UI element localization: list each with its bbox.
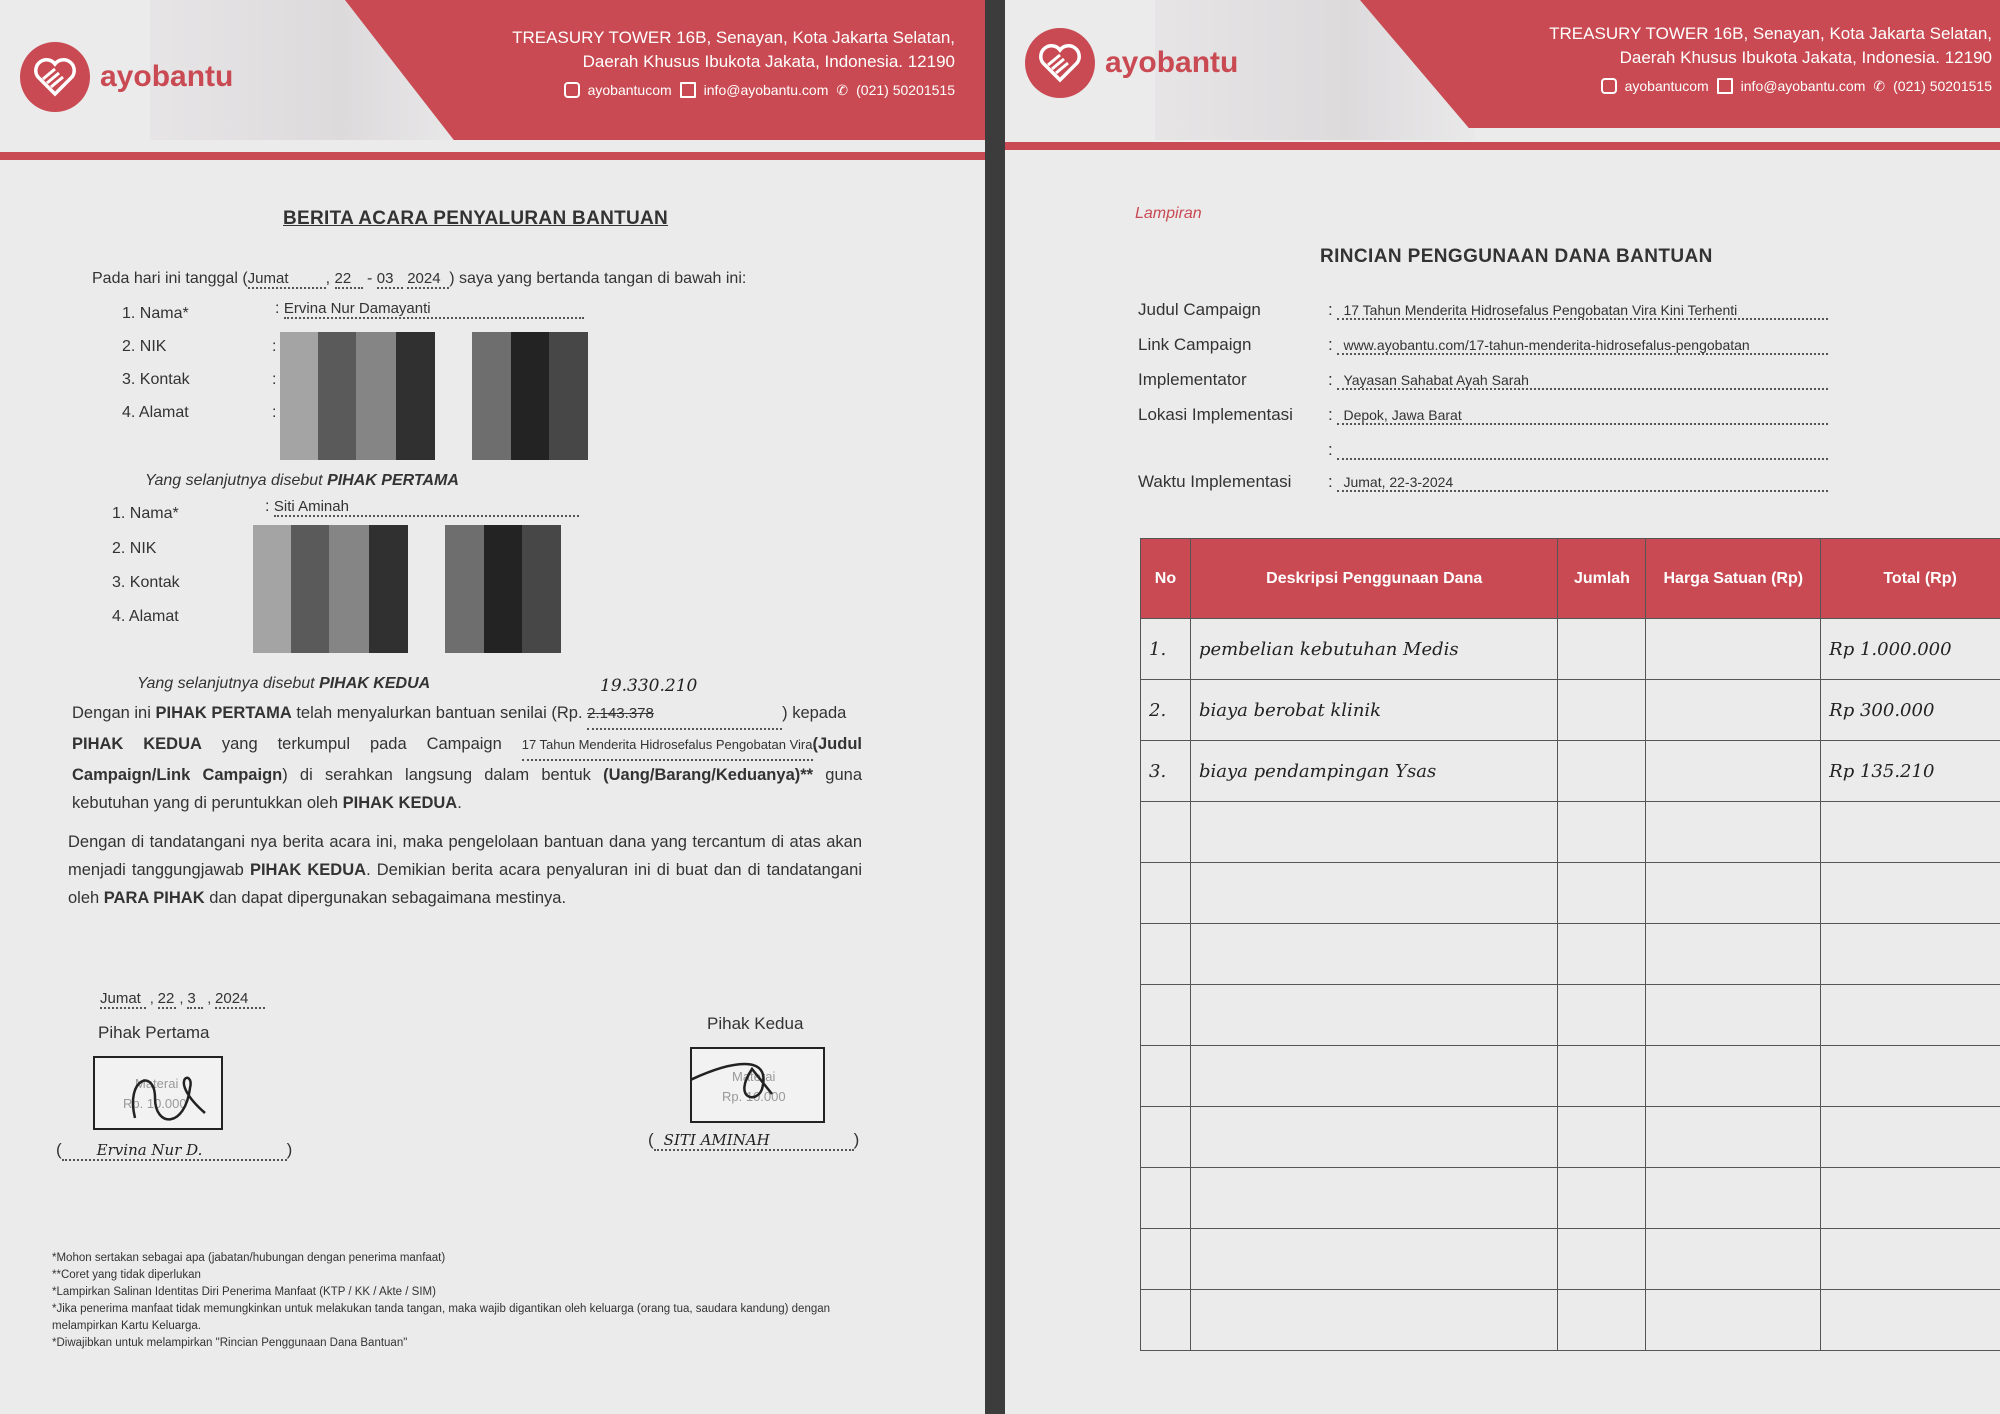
cell-total: Rp 300.000 — [1821, 680, 2000, 741]
campaign-name-fill: 17 Tahun Menderita Hidrosefalus Pengobatan Vira — [522, 731, 813, 761]
cell-jumlah — [1558, 741, 1646, 802]
cell-harga — [1646, 802, 1821, 863]
brand-name: ayobantu — [1105, 46, 1239, 79]
footnote: *Jika penerima manfaat tidak memungkinkan untuk melakukan tanda tangan, maka wajib digantikan oleh keluarga (orang tua, saudara kandung) dengan melampirkan Kartu Keluarga. — [52, 1303, 831, 1332]
cell-desc — [1190, 985, 1558, 1046]
cell-no — [1141, 985, 1191, 1046]
signer-1-name: ( Ervina Nur D. ) — [56, 1140, 293, 1159]
address-line-2: Daerah Khusus Ibukota Jakata, Indonesia. 12190 — [1619, 48, 1992, 67]
heart-hands-icon — [20, 42, 90, 112]
cell-harga — [1646, 924, 1821, 985]
cell-total: Rp 135.210 — [1821, 741, 2000, 802]
redacted-block — [253, 525, 408, 653]
cell-harga — [1646, 863, 1821, 924]
first-field-nik: 2. NIK — [122, 338, 167, 355]
intro-date-dd: 22 — [335, 270, 363, 289]
cell-total — [1821, 1168, 2000, 1229]
brand-logo — [1025, 28, 1238, 98]
cell-harga — [1646, 1046, 1821, 1107]
instagram-handle: ayobantucom — [1624, 78, 1709, 94]
letterhead-address — [1549, 22, 1992, 98]
materai-stamp-2: Materai Rp. 10.000 — [690, 1047, 825, 1123]
cell-desc — [1190, 802, 1558, 863]
table-row — [1141, 1290, 2000, 1351]
cell-jumlah — [1558, 1168, 1646, 1229]
sign-date: Jumat , 22 , 3 , 2024 — [100, 990, 265, 1009]
phone-icon: ✆ — [1873, 78, 1886, 94]
cell-jumlah — [1558, 985, 1646, 1046]
intro-date-yy: 2024 — [407, 270, 449, 289]
cell-jumlah — [1558, 802, 1646, 863]
heart-hands-icon — [1025, 28, 1095, 98]
table-row — [1141, 1107, 2000, 1168]
letterhead-divider — [0, 152, 985, 160]
first-field-kontak: 3. Kontak — [122, 371, 190, 388]
second-party-caption: Yang selanjutnya disebut PIHAK KEDUA — [137, 675, 431, 692]
cell-total — [1821, 1229, 2000, 1290]
letterhead-divider — [1005, 142, 2000, 150]
letterhead — [0, 0, 985, 160]
cell-harga — [1646, 985, 1821, 1046]
table-row — [1141, 1229, 2000, 1290]
letterhead-address — [512, 26, 955, 102]
instagram-icon — [1601, 78, 1617, 94]
phone-number: (021) 50201515 — [856, 82, 955, 98]
cell-no — [1141, 924, 1191, 985]
document-page-berita-acara — [0, 0, 985, 1414]
cell-no — [1141, 1107, 1191, 1168]
col-total: Total (Rp) — [1821, 539, 2000, 619]
cell-desc: biaya berobat klinik — [1190, 680, 1558, 741]
cell-no — [1141, 863, 1191, 924]
table-row — [1141, 863, 2000, 924]
second-field-nik: 2. NIK — [112, 540, 157, 557]
address-line-2: Daerah Khusus Ibukota Jakata, Indonesia. 12190 — [582, 52, 955, 71]
cell-no — [1141, 1290, 1191, 1351]
table-row — [1141, 985, 2000, 1046]
cell-desc — [1190, 924, 1558, 985]
col-jumlah: Jumlah — [1558, 539, 1646, 619]
colon: : — [272, 338, 277, 355]
rincian-table — [1140, 538, 2000, 1351]
lampiran-label: Lampiran — [1135, 205, 1202, 222]
cell-no — [1141, 1168, 1191, 1229]
cell-harga — [1646, 1229, 1821, 1290]
table-row — [1141, 1168, 2000, 1229]
signature-2 — [692, 1049, 827, 1125]
cell-desc: pembelian kebutuhan Medis — [1190, 619, 1558, 680]
rincian-title: RINCIAN PENGGUNAAN DANA BANTUAN — [1320, 246, 1713, 267]
table-row — [1141, 924, 2000, 985]
intro-suffix: ) saya yang bertanda tangan di bawah ini: — [449, 270, 747, 287]
cell-jumlah — [1558, 1229, 1646, 1290]
intro-line: Pada hari ini tanggal (Jumat , 22 - 03 2024 ) saya yang bertanda tangan di bawah ini: — [92, 270, 747, 287]
cell-total: Rp 1.000.000 — [1821, 619, 2000, 680]
cell-total — [1821, 1290, 2000, 1351]
footnote: *Diwajibkan untuk melampirkan "Rincian Penggunaan Dana Bantuan" — [52, 1337, 408, 1349]
table-row — [1141, 680, 2000, 741]
brand-logo — [20, 42, 233, 112]
second-field-alamat: 4. Alamat — [112, 608, 179, 625]
cell-total — [1821, 802, 2000, 863]
signature-1 — [95, 1058, 225, 1132]
table-row — [1141, 802, 2000, 863]
field-blank: : — [1138, 440, 1828, 460]
address-line-1: TREASURY TOWER 16B, Senayan, Kota Jakarta Selatan, — [512, 28, 955, 47]
footnotes — [52, 1250, 852, 1352]
cell-jumlah — [1558, 1107, 1646, 1168]
field-judul-campaign: Judul Campaign : 17 Tahun Menderita Hidrosefalus Pengobatan Vira Kini Terhenti — [1138, 300, 1828, 320]
cell-harga — [1646, 1107, 1821, 1168]
table-row — [1141, 619, 2000, 680]
cell-total — [1821, 1046, 2000, 1107]
cell-harga — [1646, 619, 1821, 680]
cell-jumlah — [1558, 1046, 1646, 1107]
redacted-block — [472, 332, 588, 460]
instagram-icon — [564, 82, 580, 98]
intro-date-mm: 03 — [377, 270, 403, 289]
cell-total — [1821, 924, 2000, 985]
field-lokasi-implementasi: Lokasi Implementasi : Depok, Jawa Barat — [1138, 405, 1828, 425]
footnote: *Mohon sertakan sebagai apa (jabatan/hubungan dengan penerima manfaat) — [52, 1252, 446, 1264]
cell-no: 2. — [1141, 680, 1191, 741]
cell-desc — [1190, 1107, 1558, 1168]
email-icon — [1717, 78, 1733, 94]
signer-2-name: ( SITI AMINAH ) — [648, 1130, 860, 1149]
table-row — [1141, 1046, 2000, 1107]
brand-name: ayobantu — [100, 60, 234, 93]
cell-desc: biaya pendampingan Ysas — [1190, 741, 1558, 802]
letterhead — [1005, 0, 2000, 160]
cell-harga — [1646, 680, 1821, 741]
cell-desc — [1190, 1046, 1558, 1107]
phone-number: (021) 50201515 — [1893, 78, 1992, 94]
field-waktu-implementasi: Waktu Implementasi : Jumat, 22-3-2024 — [1138, 472, 1828, 492]
cell-jumlah — [1558, 619, 1646, 680]
cell-no: 1. — [1141, 619, 1191, 680]
colon: : — [272, 371, 277, 388]
intro-prefix: Pada hari ini tanggal ( — [92, 270, 248, 287]
cell-harga — [1646, 1168, 1821, 1229]
cell-desc — [1190, 863, 1558, 924]
cell-jumlah — [1558, 924, 1646, 985]
contact-row — [512, 78, 955, 102]
footnote: *Lampirkan Salinan Identitas Diri Penerima Manfaat (KTP / KK / Akte / SIM) — [52, 1286, 436, 1298]
first-field-alamat: 4. Alamat — [122, 404, 189, 421]
second-name-value: : Siti Aminah — [265, 498, 579, 517]
colon: : — [272, 404, 277, 421]
address-line-1: TREASURY TOWER 16B, Senayan, Kota Jakarta Selatan, — [1549, 24, 1992, 43]
cell-jumlah — [1558, 680, 1646, 741]
field-link-campaign: Link Campaign : www.ayobantu.com/17-tahun-menderita-hidrosefalus-pengobatan — [1138, 335, 1828, 355]
email-icon — [680, 82, 696, 98]
cell-harga — [1646, 1290, 1821, 1351]
phone-icon: ✆ — [836, 82, 849, 98]
pihak-pertama-label: Pihak Pertama — [98, 1023, 210, 1042]
col-deskripsi: Deskripsi Penggunaan Dana — [1190, 539, 1558, 619]
cell-no: 3. — [1141, 741, 1191, 802]
second-field-nama: 1. Nama* — [112, 505, 179, 522]
cell-desc — [1190, 1290, 1558, 1351]
redacted-block — [280, 332, 435, 460]
materai-stamp-1: Materai Rp. 10.000 — [93, 1056, 223, 1130]
cell-harga — [1646, 741, 1821, 802]
field-implementator: Implementator : Yayasan Sahabat Ayah Sarah — [1138, 370, 1828, 390]
col-no: No — [1141, 539, 1191, 619]
redacted-block — [445, 525, 561, 653]
cell-jumlah — [1558, 1290, 1646, 1351]
first-name-value: : Ervina Nur Damayanti — [275, 300, 584, 319]
table-row — [1141, 741, 2000, 802]
cell-jumlah — [1558, 863, 1646, 924]
pihak-kedua-label: Pihak Kedua — [707, 1014, 804, 1033]
amount-struck: 2.143.378 — [587, 700, 782, 730]
cell-total — [1821, 985, 2000, 1046]
cell-desc — [1190, 1168, 1558, 1229]
email-address: info@ayobantu.com — [1740, 78, 1866, 94]
cell-no — [1141, 1046, 1191, 1107]
amount-handwritten-correction: 19.330.210 — [600, 676, 698, 696]
table-header-row — [1141, 539, 2000, 619]
statement-paragraph-1: Dengan ini PIHAK PERTAMA telah menyalurkan bantuan senilai (Rp. 2.143.378 ) kepada PIHAK KEDUA yang terkumpul pada Campaign 17 Tahun Menderita Hidrosefalus Pengobatan Vira(Judul Campaign/Link Campaign) di serahkan langsung dalam bentuk (Uang/Barang/Keduanya)** guna kebutuhan yang di peruntukkan oleh PIHAK KEDUA. — [72, 699, 862, 817]
first-field-nama: 1. Nama* — [122, 305, 189, 322]
document-page-rincian — [1005, 0, 2000, 1414]
document-title: BERITA ACARA PENYALURAN BANTUAN — [283, 208, 669, 229]
cell-desc — [1190, 1229, 1558, 1290]
cell-no — [1141, 1229, 1191, 1290]
cell-total — [1821, 1107, 2000, 1168]
col-harga-satuan: Harga Satuan (Rp) — [1646, 539, 1821, 619]
cell-no — [1141, 802, 1191, 863]
contact-row — [1549, 74, 1992, 98]
cell-total — [1821, 863, 2000, 924]
footnote: **Coret yang tidak diperlukan — [52, 1269, 201, 1281]
instagram-handle: ayobantucom — [587, 82, 672, 98]
intro-day: Jumat — [248, 270, 326, 289]
email-address: info@ayobantu.com — [703, 82, 829, 98]
first-party-caption: Yang selanjutnya disebut PIHAK PERTAMA — [145, 472, 459, 489]
second-field-kontak: 3. Kontak — [112, 574, 180, 591]
statement-paragraph-2: Dengan di tandatangani nya berita acara ini, maka pengelolaan bantuan dana yang tercantum di atas akan menjadi tanggungjawab PIHAK KEDUA. Demikian berita acara penyaluran ini di buat dan di tandatangani oleh PARA PIHAK dan dapat dipergunakan sebagaimana mestinya. — [68, 833, 862, 907]
